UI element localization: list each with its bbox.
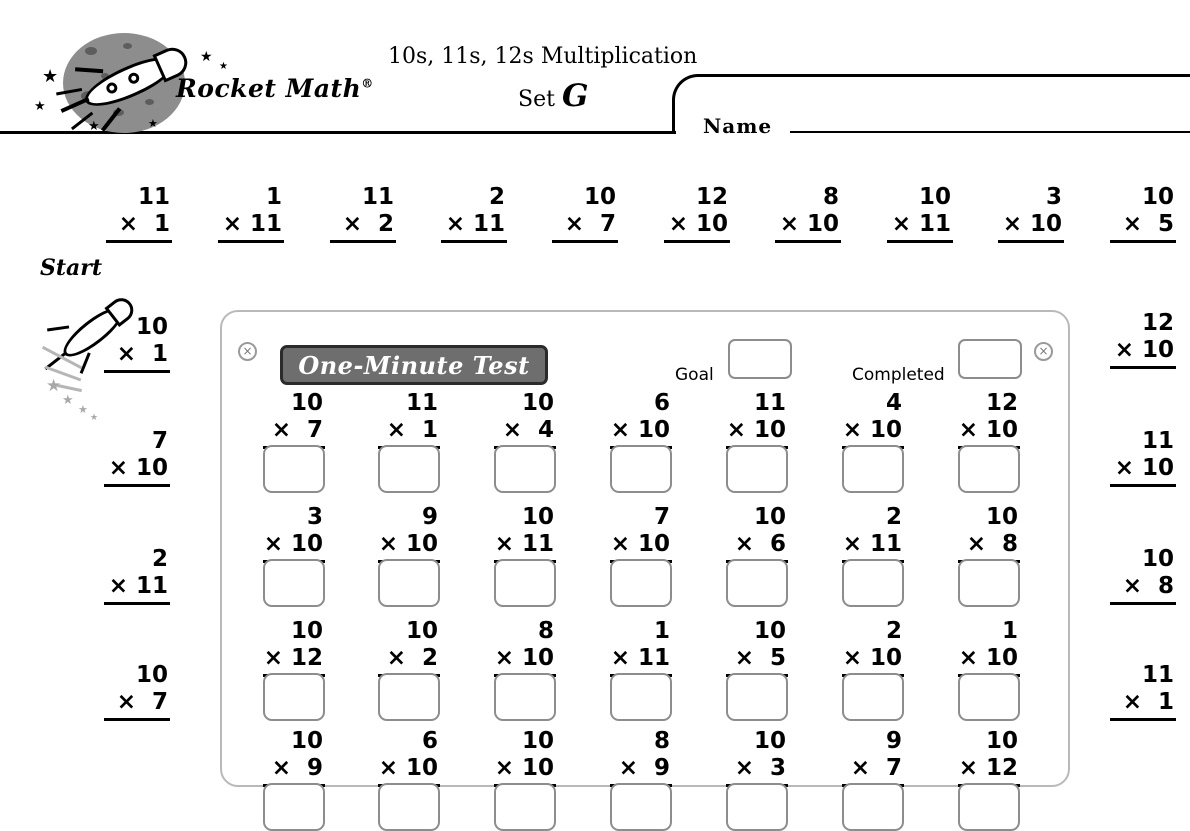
right-column-problem-1 — [1110, 310, 1176, 369]
multiplier-row: × 10 — [842, 417, 902, 443]
star-icon: ★ — [90, 413, 99, 423]
right-column-problem-3 — [1110, 546, 1176, 605]
multiplicand: 4 — [885, 390, 902, 416]
problem-rule — [775, 240, 841, 243]
multiplicand: 12 — [1141, 310, 1174, 336]
start-label: Start — [40, 255, 103, 281]
grid-problem-r4-c6 — [842, 728, 904, 787]
grid-problem-r3-c6 — [842, 618, 904, 677]
grid-problem-r3-c3 — [494, 618, 556, 677]
answer-box-r1-c1[interactable] — [263, 445, 325, 493]
answer-box-r3-c6[interactable] — [842, 673, 904, 721]
multiplicand: 7 — [151, 428, 168, 454]
multiplier-row: × 1 — [116, 341, 168, 367]
close-icon[interactable]: × — [238, 342, 257, 361]
right-column-problem-2 — [1110, 428, 1176, 487]
multiplicand: 1 — [653, 618, 670, 644]
multiplicand: 6 — [653, 390, 670, 416]
grid-problem-r3-c7 — [958, 618, 1020, 677]
left-column-problem-4 — [104, 662, 170, 721]
multiplicand: 1 — [1001, 618, 1018, 644]
multiplier-row: × 7 — [850, 755, 902, 781]
multiplicand: 3 — [1045, 184, 1062, 210]
multiplier-row: × 10 — [958, 417, 1018, 443]
problem-rule — [552, 240, 618, 243]
multiplicand: 6 — [421, 728, 438, 754]
grid-problem-r2-c5 — [726, 504, 788, 563]
top-row-problem-8 — [887, 184, 953, 243]
left-column-problem-1 — [104, 314, 170, 373]
answer-box-r4-c2[interactable] — [378, 783, 440, 831]
left-column-problem-3 — [104, 546, 170, 605]
answer-box-r2-c7[interactable] — [958, 559, 1020, 607]
multiplier-row: × 10 — [1114, 337, 1174, 363]
completed-input[interactable] — [958, 339, 1022, 379]
multiplier-row: × 10 — [1002, 211, 1062, 237]
answer-box-r1-c2[interactable] — [378, 445, 440, 493]
left-column-problem-2 — [104, 428, 170, 487]
answer-box-r3-c3[interactable] — [494, 673, 556, 721]
multiplicand: 10 — [521, 390, 554, 416]
answer-box-r4-c7[interactable] — [958, 783, 1020, 831]
top-row-problem-5 — [552, 184, 618, 243]
multiplier-row: × 3 — [734, 755, 786, 781]
problem-rule — [104, 718, 170, 721]
answer-box-r2-c3[interactable] — [494, 559, 556, 607]
multiplicand: 10 — [290, 618, 323, 644]
multiplicand: 8 — [537, 618, 554, 644]
grid-problem-r1-c4 — [610, 390, 672, 449]
brand-title — [176, 74, 374, 103]
answer-box-r1-c6[interactable] — [842, 445, 904, 493]
star-icon: ★ — [46, 376, 62, 396]
grid-problem-r1-c1 — [263, 390, 325, 449]
answer-box-r1-c4[interactable] — [610, 445, 672, 493]
multiplicand: 2 — [885, 504, 902, 530]
multiplier-row: × 5 — [734, 645, 786, 671]
problem-rule — [441, 240, 507, 243]
multiplier-row: × 7 — [116, 689, 168, 715]
grid-problem-r1-c3 — [494, 390, 556, 449]
answer-box-r2-c6[interactable] — [842, 559, 904, 607]
problem-rule — [998, 240, 1064, 243]
close-icon[interactable]: × — [1034, 342, 1053, 361]
multiplier-row: × 11 — [891, 211, 951, 237]
grid-problem-r4-c2 — [378, 728, 440, 787]
multiplicand: 10 — [985, 504, 1018, 530]
top-row-problem-10 — [1110, 184, 1176, 243]
problem-rule — [1110, 240, 1176, 243]
problem-rule — [218, 240, 284, 243]
multiplier-row: × 10 — [494, 755, 554, 781]
multiplier-row: × 11 — [222, 211, 282, 237]
top-row-problem-4 — [441, 184, 507, 243]
multiplicand: 10 — [521, 728, 554, 754]
page-header — [0, 0, 1190, 145]
star-icon: ★ — [148, 117, 158, 130]
multiplier-row: × 11 — [108, 573, 168, 599]
grid-problem-r4-c5 — [726, 728, 788, 787]
answer-box-r4-c6[interactable] — [842, 783, 904, 831]
multiplicand: 10 — [135, 662, 168, 688]
multiplier-row: × 8 — [966, 531, 1018, 557]
answer-box-r1-c7[interactable] — [958, 445, 1020, 493]
registered-mark: ® — [361, 76, 374, 91]
multiplicand: 3 — [306, 504, 323, 530]
multiplicand: 10 — [918, 184, 951, 210]
top-row-problem-3 — [330, 184, 396, 243]
star-icon: ★ — [88, 119, 100, 134]
star-icon: ★ — [219, 61, 228, 72]
multiplier-row: × 1 — [386, 417, 438, 443]
set-line — [518, 78, 588, 114]
star-icon: ★ — [62, 393, 74, 408]
multiplicand: 10 — [753, 728, 786, 754]
grid-problem-r1-c2 — [378, 390, 440, 449]
multiplier-row: × 12 — [958, 755, 1018, 781]
one-minute-test-banner: One-Minute Test — [280, 345, 548, 385]
multiplier-row: × 6 — [734, 531, 786, 557]
grid-problem-r2-c4 — [610, 504, 672, 563]
multiplicand: 11 — [1141, 662, 1174, 688]
multiplier-row: × 10 — [494, 645, 554, 671]
answer-box-r4-c1[interactable] — [263, 783, 325, 831]
multiplicand: 10 — [1141, 184, 1174, 210]
multiplicand: 10 — [1141, 546, 1174, 572]
multiplicand: 10 — [753, 618, 786, 644]
multiplicand: 10 — [405, 618, 438, 644]
right-column-problem-4 — [1110, 662, 1176, 721]
multiplier-row: × 10 — [842, 645, 902, 671]
multiplier-row: × 2 — [342, 211, 394, 237]
multiplier-row: × 11 — [842, 531, 902, 557]
multiplier-row: × 10 — [378, 531, 438, 557]
goal-input[interactable] — [728, 339, 792, 379]
multiplicand: 8 — [653, 728, 670, 754]
completed-label: Completed — [852, 365, 945, 385]
multiplicand: 10 — [521, 504, 554, 530]
grid-problem-r2-c7 — [958, 504, 1020, 563]
grid-problem-r2-c3 — [494, 504, 556, 563]
multiplier-row: × 5 — [1122, 211, 1174, 237]
answer-box-r2-c5[interactable] — [726, 559, 788, 607]
multiplicand: 9 — [421, 504, 438, 530]
set-letter: G — [561, 78, 589, 114]
multiplicand: 10 — [985, 728, 1018, 754]
grid-problem-r4-c3 — [494, 728, 556, 787]
multiplier-row: × 2 — [386, 645, 438, 671]
answer-box-r4-c4[interactable] — [610, 783, 672, 831]
problem-rule — [887, 240, 953, 243]
multiplier-row: × 10 — [610, 417, 670, 443]
multiplicand: 10 — [583, 184, 616, 210]
goal-label: Goal — [675, 365, 714, 385]
multiplicand: 11 — [137, 184, 170, 210]
answer-box-r3-c2[interactable] — [378, 673, 440, 721]
multiplier-row: × 10 — [668, 211, 728, 237]
multiplicand: 11 — [405, 390, 438, 416]
multiplier-row: × 10 — [726, 417, 786, 443]
grid-problem-r4-c7 — [958, 728, 1020, 787]
multiplier-row: × 10 — [263, 531, 323, 557]
multiplier-row: × 11 — [610, 645, 670, 671]
brand-name: Rocket Math — [176, 74, 362, 103]
problem-rule — [330, 240, 396, 243]
grid-problem-r3-c1 — [263, 618, 325, 677]
star-icon: ★ — [200, 49, 213, 65]
multiplicand: 9 — [885, 728, 902, 754]
grid-problem-r2-c2 — [378, 504, 440, 563]
answer-box-r2-c1[interactable] — [263, 559, 325, 607]
multiplier-row: × 7 — [564, 211, 616, 237]
answer-box-r3-c5[interactable] — [726, 673, 788, 721]
multiplier-row: × 11 — [445, 211, 505, 237]
problem-rule — [106, 240, 172, 243]
top-row-problem-2 — [218, 184, 284, 243]
multiplier-row: × 8 — [1122, 573, 1174, 599]
top-row-problem-7 — [775, 184, 841, 243]
multiplicand: 11 — [753, 390, 786, 416]
answer-box-r4-c3[interactable] — [494, 783, 556, 831]
multiplicand: 10 — [135, 314, 168, 340]
problem-rule — [104, 484, 170, 487]
grid-problem-r1-c7 — [958, 390, 1020, 449]
multiplier-row: × 10 — [1114, 455, 1174, 481]
name-label: Name — [703, 114, 773, 138]
grid-problem-r3-c2 — [378, 618, 440, 677]
multiplier-row: × 10 — [610, 531, 670, 557]
multiplier-row: × 10 — [378, 755, 438, 781]
answer-box-r1-c3[interactable] — [494, 445, 556, 493]
set-word: Set — [518, 87, 555, 112]
grid-problem-r4-c4 — [610, 728, 672, 787]
name-write-line[interactable] — [790, 131, 1190, 133]
multiplier-row: × 11 — [494, 531, 554, 557]
answer-box-r3-c7[interactable] — [958, 673, 1020, 721]
multiplicand: 2 — [151, 546, 168, 572]
multiplicand: 10 — [290, 728, 323, 754]
grid-problem-r2-c1 — [263, 504, 325, 563]
star-icon: ★ — [42, 66, 59, 87]
multiplier-row: × 9 — [271, 755, 323, 781]
multiplier-row: × 4 — [502, 417, 554, 443]
multiplicand: 11 — [361, 184, 394, 210]
top-row-problem-6 — [664, 184, 730, 243]
problem-rule — [1110, 484, 1176, 487]
multiplier-row: × 10 — [108, 455, 168, 481]
grid-problem-r4-c1 — [263, 728, 325, 787]
problem-rule — [104, 602, 170, 605]
multiplier-row: × 9 — [618, 755, 670, 781]
problem-rule — [1110, 366, 1176, 369]
multiplier-row: × 1 — [118, 211, 170, 237]
answer-box-r2-c2[interactable] — [378, 559, 440, 607]
grid-problem-r1-c6 — [842, 390, 904, 449]
multiplicand: 1 — [265, 184, 282, 210]
multiplicand: 2 — [885, 618, 902, 644]
top-row-problem-9 — [998, 184, 1064, 243]
grid-problem-r3-c5 — [726, 618, 788, 677]
problem-rule — [1110, 718, 1176, 721]
multiplicand: 11 — [1141, 428, 1174, 454]
multiplicand: 12 — [985, 390, 1018, 416]
multiplier-row: × 10 — [958, 645, 1018, 671]
multiplicand: 8 — [822, 184, 839, 210]
star-icon: ★ — [78, 403, 88, 416]
problem-rule — [1110, 602, 1176, 605]
answer-box-r4-c5[interactable] — [726, 783, 788, 831]
multiplicand: 12 — [695, 184, 728, 210]
answer-box-r3-c1[interactable] — [263, 673, 325, 721]
problem-rule — [664, 240, 730, 243]
grid-problem-r1-c5 — [726, 390, 788, 449]
multiplier-row: × 12 — [263, 645, 323, 671]
multiplier-row: × 10 — [779, 211, 839, 237]
multiplicand: 10 — [290, 390, 323, 416]
grid-problem-r3-c4 — [610, 618, 672, 677]
problem-rule — [104, 370, 170, 373]
top-row-problem-1 — [106, 184, 172, 243]
multiplicand: 10 — [753, 504, 786, 530]
worksheet-title: 10s, 11s, 12s Multiplication — [388, 44, 698, 69]
multiplicand: 7 — [653, 504, 670, 530]
multiplier-row: × 1 — [1122, 689, 1174, 715]
grid-problem-r2-c6 — [842, 504, 904, 563]
multiplier-row: × 7 — [271, 417, 323, 443]
star-icon: ★ — [34, 99, 46, 114]
answer-box-r1-c5[interactable] — [726, 445, 788, 493]
answer-box-r3-c4[interactable] — [610, 673, 672, 721]
answer-box-r2-c4[interactable] — [610, 559, 672, 607]
multiplicand: 2 — [488, 184, 505, 210]
